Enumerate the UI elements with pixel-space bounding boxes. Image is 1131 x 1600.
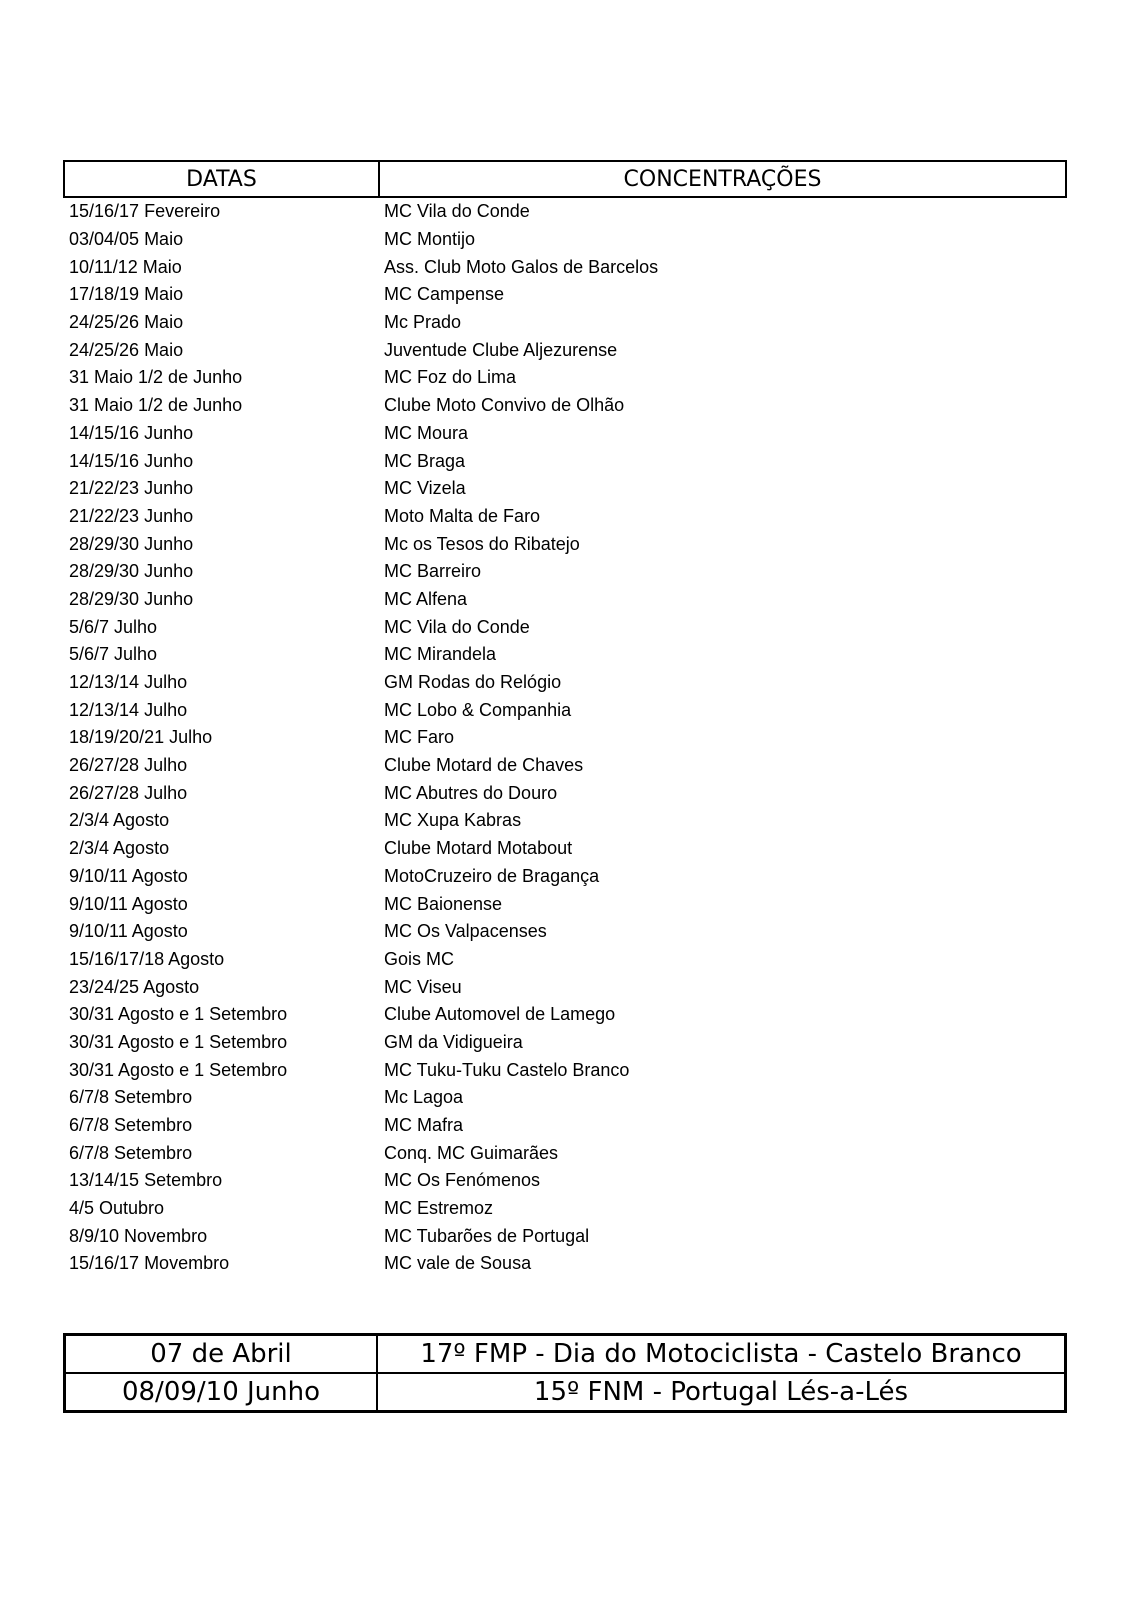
- event-name: Mc Lagoa: [384, 1087, 464, 1108]
- event-date: 9/10/11 Agosto: [69, 893, 188, 914]
- event-name: Mc Prado: [384, 312, 462, 333]
- event-date: 28/29/30 Junho: [69, 533, 194, 554]
- table-row: [64, 946, 1066, 974]
- event-name: Clube Motard Motabout: [384, 838, 573, 859]
- event-date: 2/3/4 Agosto: [69, 810, 170, 831]
- table-row: [64, 696, 1066, 724]
- event-name: GM Rodas do Relógio: [384, 672, 562, 693]
- event-name: MC Mafra: [384, 1115, 464, 1136]
- event-date: 9/10/11 Agosto: [69, 921, 188, 942]
- event-name: MC Vizela: [384, 478, 466, 499]
- special-event-name: 15º FNM - Portugal Lés-a-Lés: [377, 1373, 1066, 1412]
- event-name: Clube Automovel de Lamego: [384, 1004, 616, 1025]
- event-date: 28/29/30 Junho: [69, 588, 194, 609]
- event-name: MC Lobo & Companhia: [384, 699, 572, 720]
- event-name: MC Foz do Lima: [384, 367, 517, 388]
- event-date: 03/04/05 Maio: [69, 229, 184, 250]
- table-row: [64, 779, 1066, 807]
- table-header-row: [64, 161, 1066, 197]
- event-name: MC Campense: [384, 284, 505, 305]
- table-row: [64, 586, 1066, 614]
- table-row: [64, 641, 1066, 669]
- table-row: [64, 863, 1066, 891]
- table-row: [64, 1029, 1066, 1057]
- special-event-date: 07 de Abril: [65, 1335, 378, 1374]
- event-date: 14/15/16 Junho: [69, 422, 194, 443]
- table-row: [64, 1250, 1066, 1278]
- event-name: MC Montijo: [384, 229, 476, 250]
- event-date: 10/11/12 Maio: [69, 256, 182, 277]
- event-date: 2/3/4 Agosto: [69, 838, 170, 859]
- event-date: 5/6/7 Julho: [69, 644, 158, 665]
- special-event-name: 17º FMP - Dia do Motociclista - Castelo Branco: [377, 1335, 1066, 1374]
- event-date: 17/18/19 Maio: [69, 284, 184, 305]
- events-table: [63, 160, 1067, 1278]
- event-date: 5/6/7 Julho: [69, 616, 158, 637]
- table-row: [64, 420, 1066, 448]
- event-date: 6/7/8 Setembro: [69, 1087, 193, 1108]
- event-date: 31 Maio 1/2 de Junho: [69, 395, 243, 416]
- event-date: 21/22/23 Junho: [69, 505, 194, 526]
- table-row: [64, 752, 1066, 780]
- event-name: MC Moura: [384, 422, 469, 443]
- event-date: 30/31 Agosto e 1 Setembro: [69, 1031, 288, 1052]
- event-date: 30/31 Agosto e 1 Setembro: [69, 1059, 288, 1080]
- event-name: Clube Moto Convivo de Olhão: [384, 395, 625, 416]
- table-row: [64, 918, 1066, 946]
- special-events-body: [65, 1335, 1066, 1412]
- table-row: [64, 807, 1066, 835]
- event-date: 12/13/14 Julho: [69, 699, 188, 720]
- event-date: 6/7/8 Setembro: [69, 1115, 193, 1136]
- event-date: 15/16/17/18 Agosto: [69, 948, 225, 969]
- table-row: [64, 613, 1066, 641]
- table-row: [64, 669, 1066, 697]
- event-name: GM da Vidigueira: [384, 1031, 523, 1052]
- event-name: MC Tubarões de Portugal: [384, 1225, 590, 1246]
- event-name: MC Vila do Conde: [384, 201, 530, 222]
- event-name: MotoCruzeiro de Bragança: [384, 865, 600, 886]
- event-name: MC Tuku-Tuku Castelo Branco: [384, 1059, 630, 1080]
- table-row: [64, 197, 1066, 226]
- event-date: 14/15/16 Junho: [69, 450, 194, 471]
- table-row: [64, 392, 1066, 420]
- table-row: [64, 447, 1066, 475]
- table-row: [64, 1139, 1066, 1167]
- table-row: [64, 281, 1066, 309]
- event-date: 13/14/15 Setembro: [69, 1170, 223, 1191]
- event-date: 30/31 Agosto e 1 Setembro: [69, 1004, 288, 1025]
- event-name: MC Xupa Kabras: [384, 810, 522, 831]
- event-name: Mc os Tesos do Ribatejo: [384, 533, 580, 554]
- table-row: [64, 253, 1066, 281]
- table-row: [64, 1195, 1066, 1223]
- event-name: MC Mirandela: [384, 644, 497, 665]
- table-row: [64, 890, 1066, 918]
- special-event-row: [65, 1373, 1066, 1412]
- event-date: 4/5 Outubro: [69, 1198, 165, 1219]
- event-name: MC Barreiro: [384, 561, 482, 582]
- event-name: Ass. Club Moto Galos de Barcelos: [384, 256, 659, 277]
- table-row: [64, 503, 1066, 531]
- event-name: MC Os Fenómenos: [384, 1170, 541, 1191]
- event-name: MC Baionense: [384, 893, 503, 914]
- event-date: 26/27/28 Julho: [69, 782, 188, 803]
- event-name: MC Faro: [384, 727, 455, 748]
- event-date: 23/24/25 Agosto: [69, 976, 200, 997]
- table-row: [64, 1084, 1066, 1112]
- event-name: MC Vila do Conde: [384, 616, 530, 637]
- dates-column-header: DATAS: [64, 161, 379, 197]
- event-date: 8/9/10 Novembro: [69, 1225, 208, 1246]
- table-row: [64, 1167, 1066, 1195]
- special-event-date: 08/09/10 Junho: [65, 1373, 378, 1412]
- table-row: [64, 226, 1066, 254]
- event-date: 21/22/23 Junho: [69, 478, 194, 499]
- event-date: 24/25/26 Maio: [69, 312, 184, 333]
- event-date: 18/19/20/21 Julho: [69, 727, 213, 748]
- event-name: MC Os Valpacenses: [384, 921, 547, 942]
- event-name: Clube Motard de Chaves: [384, 755, 584, 776]
- event-name: MC Abutres do Douro: [384, 782, 558, 803]
- table-row: [64, 364, 1066, 392]
- event-date: 9/10/11 Agosto: [69, 865, 188, 886]
- table-row: [64, 724, 1066, 752]
- event-name: Juventude Clube Aljezurense: [384, 339, 618, 360]
- table-row: [64, 973, 1066, 1001]
- table-row: [64, 558, 1066, 586]
- event-date: 26/27/28 Julho: [69, 755, 188, 776]
- table-row: [64, 309, 1066, 337]
- event-date: 12/13/14 Julho: [69, 672, 188, 693]
- event-date: 15/16/17 Movembro: [69, 1253, 230, 1274]
- event-date: 6/7/8 Setembro: [69, 1142, 193, 1163]
- events-column-header: CONCENTRAÇÕES: [379, 161, 1066, 197]
- table-row: [64, 1001, 1066, 1029]
- event-name: MC Braga: [384, 450, 466, 471]
- event-name: MC Viseu: [384, 976, 462, 997]
- event-date: 31 Maio 1/2 de Junho: [69, 367, 243, 388]
- event-date: 24/25/26 Maio: [69, 339, 184, 360]
- special-events-table: [63, 1333, 1067, 1413]
- table-row: [64, 1056, 1066, 1084]
- table-row: [64, 835, 1066, 863]
- table-row: [64, 1222, 1066, 1250]
- table-row: [64, 530, 1066, 558]
- event-date: 28/29/30 Junho: [69, 561, 194, 582]
- table-row: [64, 475, 1066, 503]
- event-name: MC Alfena: [384, 588, 468, 609]
- special-event-row: [65, 1335, 1066, 1374]
- table-row: [64, 1112, 1066, 1140]
- event-name: Gois MC: [384, 948, 455, 969]
- event-name: MC vale de Sousa: [384, 1253, 532, 1274]
- table-row: [64, 336, 1066, 364]
- event-name: MC Estremoz: [384, 1198, 494, 1219]
- events-table-body: [64, 197, 1066, 1278]
- event-name: Moto Malta de Faro: [384, 505, 541, 526]
- event-name: Conq. MC Guimarães: [384, 1142, 559, 1163]
- event-date: 15/16/17 Fevereiro: [69, 201, 221, 222]
